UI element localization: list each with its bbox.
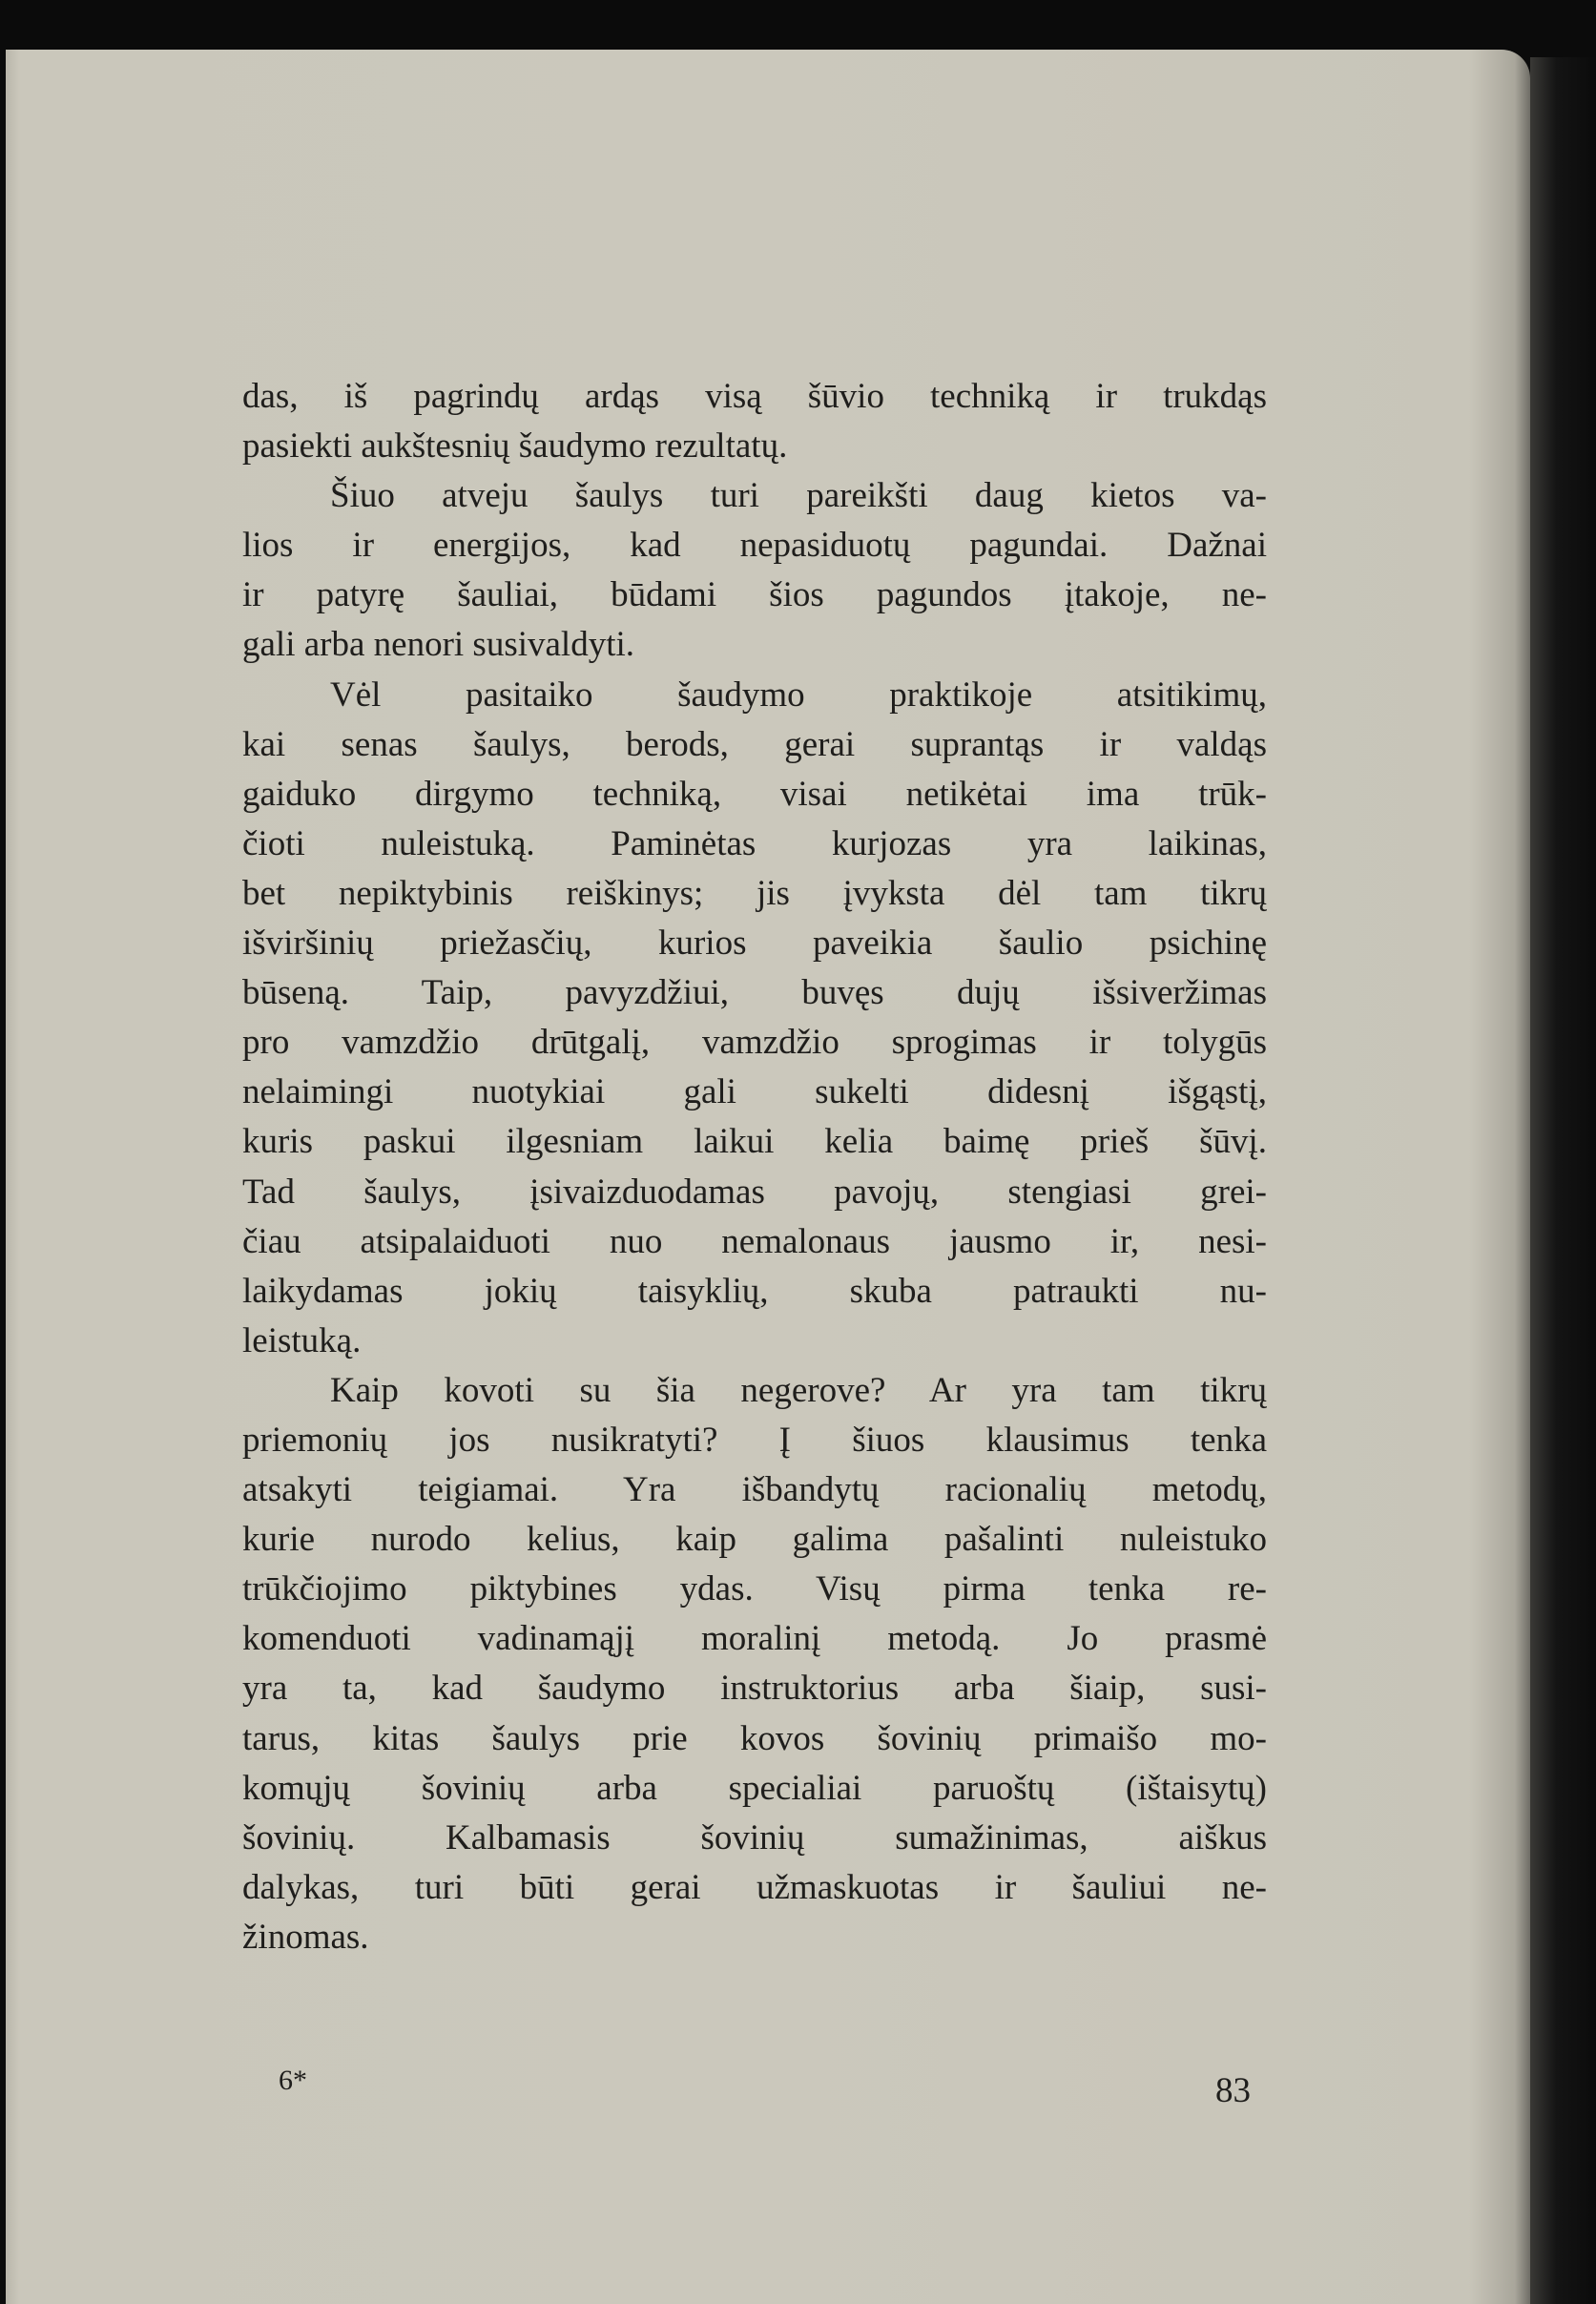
text-line: kurie nurodo kelius, kaip galima pašalinti nuleistuko (242, 1520, 1267, 1560)
text-line: Kaip kovoti su šia negerove? Ar yra tam tikrų (330, 1370, 1267, 1410)
text-line: Vėl pasitaiko šaudymo praktikoje atsitikimų, (330, 675, 1267, 715)
text-line: priemonių jos nusikratyti? Į šiuos klausimus tenka (242, 1420, 1267, 1460)
text-line: Šiuo atveju šaulys turi pareikšti daug kietos va- (330, 476, 1267, 516)
text-line: čioti nuleistuką. Paminėtas kurjozas yra laikinas, (242, 823, 1267, 863)
text-line: atsakyti teigiamai. Yra išbandytų racionalių metodų, (242, 1470, 1267, 1510)
text-line: kai senas šaulys, berods, gerai suprantąs ir valdąs (242, 724, 1267, 764)
text-line: dalykas, turi būti gerai užmaskuotas ir šauliui ne- (242, 1867, 1267, 1907)
text-line: yra ta, kad šaudymo instruktorius arba šiaip, susi- (242, 1669, 1267, 1709)
body-text (242, 372, 1267, 1962)
text-line: Tad šaulys, įsivaizduodamas pavojų, stengiasi grei- (242, 1172, 1267, 1212)
text-line: žinomas. (242, 1917, 369, 1957)
text-line: lios ir energijos, kad nepasiduotų pagundai. Dažnai (242, 526, 1267, 566)
text-line: laikydamas jokių taisyklių, skuba patraukti nu- (242, 1271, 1267, 1311)
text-line: das, iš pagrindų ardąs visą šūvio techniką ir trukdąs (242, 377, 1267, 416)
text-line: gali arba nenori susivaldyti. (242, 625, 635, 665)
text-line: gaiduko dirgymo techniką, visai netikėtai ima trūk- (242, 774, 1267, 814)
book-page (6, 50, 1530, 2304)
text-line: komenduoti vadinamąjį moralinį metodą. Jo prasmė (242, 1619, 1267, 1659)
text-line: pasiekti aukštesnių šaudymo rezultatų. (242, 426, 788, 467)
page-number: 83 (1215, 2071, 1251, 2110)
printer-signature-mark: 6* (279, 2065, 307, 2096)
text-line: nelaimingi nuotykiai gali sukelti didesnį išgąstį, (242, 1072, 1267, 1112)
text-line: ir patyrę šauliai, būdami šios pagundos įtakoje, ne- (242, 575, 1267, 615)
text-line: šovinių. Kalbamasis šovinių sumažinimas, aiškus (242, 1817, 1267, 1858)
text-line: čiau atsipalaiduoti nuo nemalonaus jausmo ir, nesi- (242, 1221, 1267, 1261)
text-line: pro vamzdžio drūtgalį, vamzdžio sprogimas ir tolygūs (242, 1023, 1267, 1063)
scan-border (1530, 57, 1596, 2304)
text-line: tarus, kitas šaulys prie kovos šovinių primaišo mo- (242, 1718, 1267, 1758)
text-line: išviršinių priežasčių, kurios paveikia šaulio psichinę (242, 924, 1267, 964)
text-line: būseną. Taip, pavyzdžiui, buvęs dujų išsiveržimas (242, 973, 1267, 1013)
text-line: kuris paskui ilgesniam laikui kelia baimę prieš šūvį. (242, 1122, 1267, 1162)
text-line: komųjų šovinių arba specialiai paruoštų (ištaisytų) (242, 1768, 1267, 1808)
text-line: bet nepiktybinis reiškinys; jis įvyksta dėl tam tikrų (242, 873, 1267, 913)
text-line: trūkčiojimo piktybines ydas. Visų pirma tenka re- (242, 1569, 1267, 1609)
text-line: leistuką. (242, 1320, 362, 1360)
